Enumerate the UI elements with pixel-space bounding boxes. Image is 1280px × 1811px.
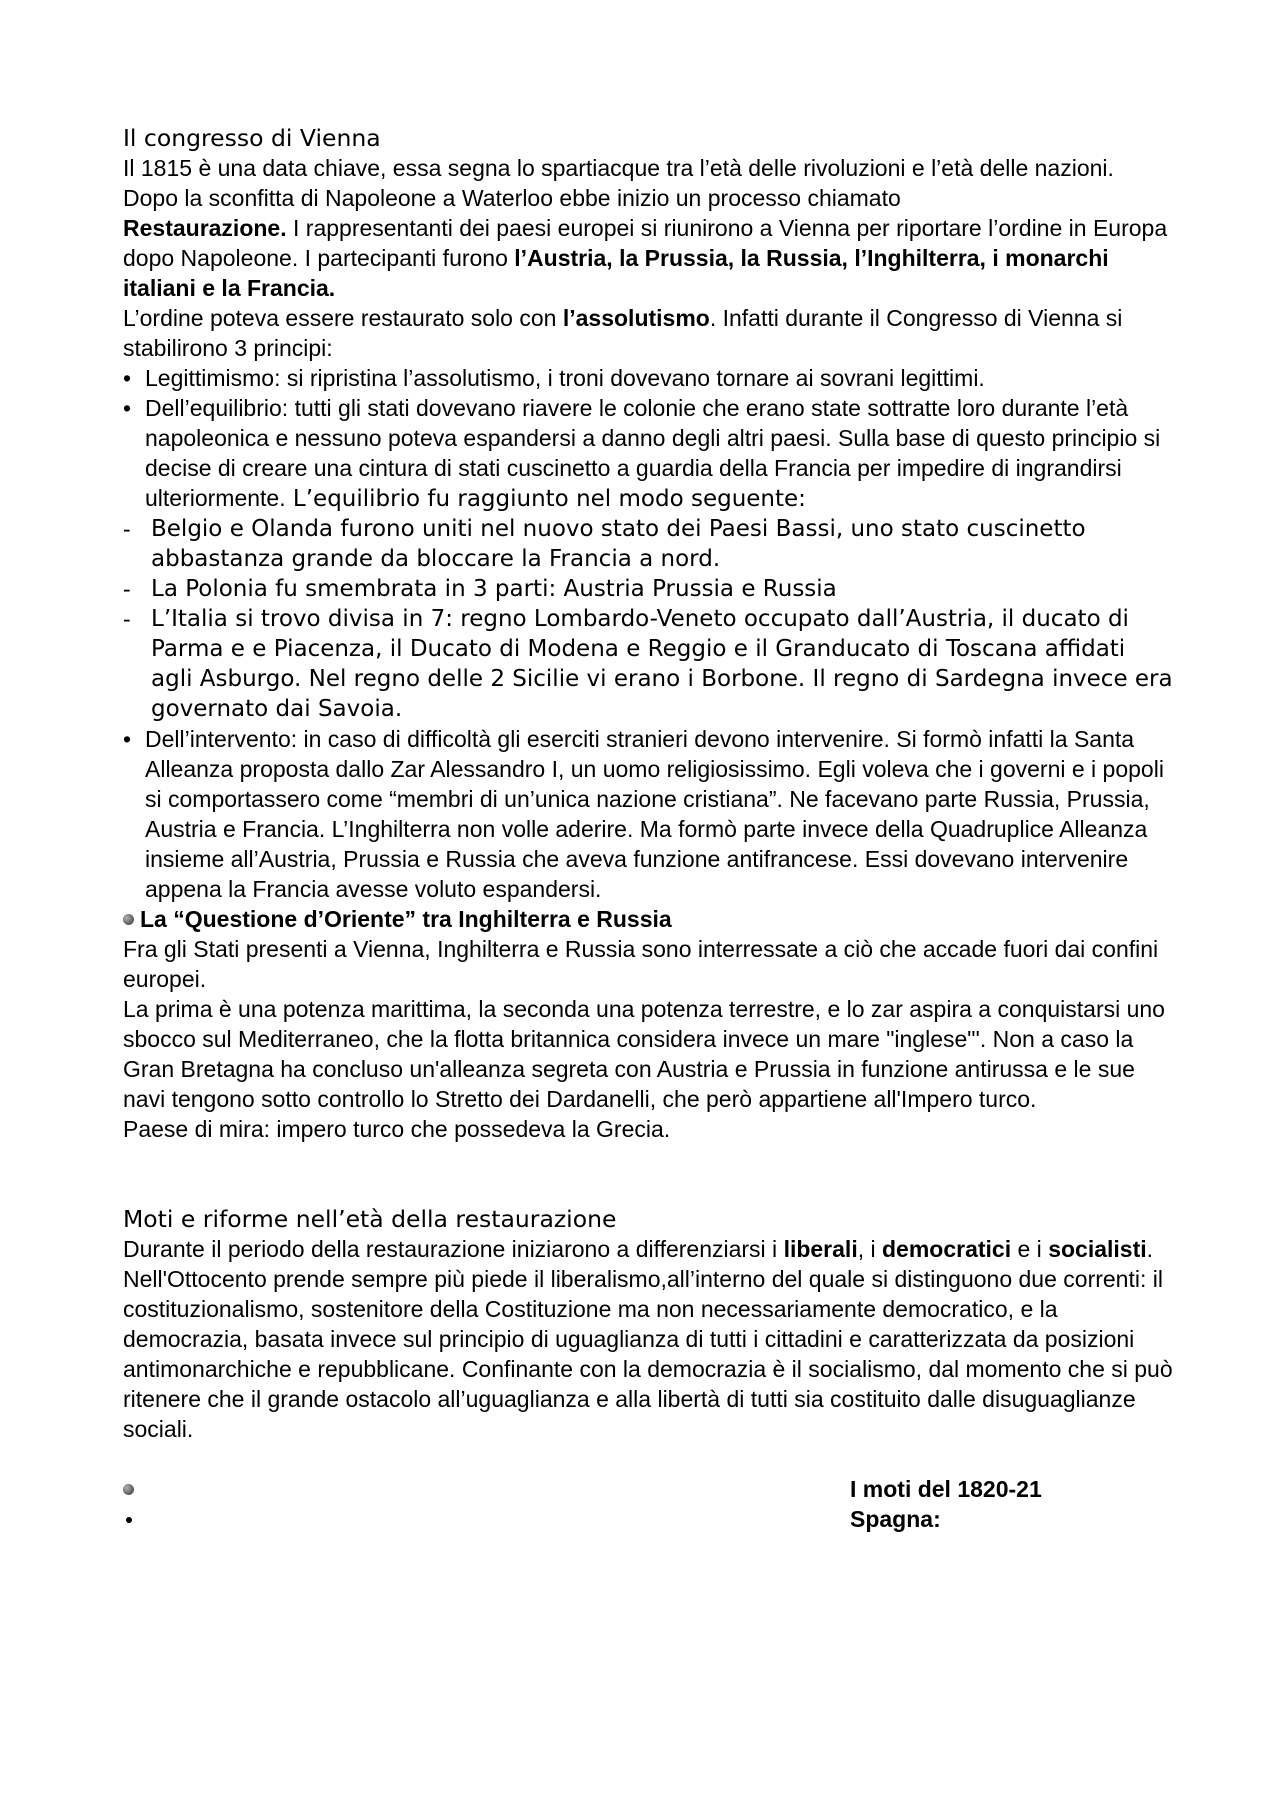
dash-icon: - xyxy=(123,516,131,542)
paragraph: Fra gli Stati presenti a Vienna, Inghilterra e Russia sono interressate a ciò che accade fuori dai confini europei. xyxy=(123,936,1159,992)
bottom-list-row xyxy=(123,1504,1173,1534)
bold-term: l’Austria, la Prussia, la Russia, l’Inghilterra, i monarchi italiani e la Francia. xyxy=(123,245,1109,301)
dash-list-item: - Belgio e Olanda furono uniti nel nuovo stato dei Paesi Bassi, uno stato cuscinetto abbastanza grande da bloccare la Francia a nord. xyxy=(123,516,1086,572)
paragraph: L’ordine poteva essere restaurato solo con l’assolutismo. Infatti durante il Congresso di Vienna si stabilirono 3 principi: xyxy=(123,305,1123,361)
paragraph: La prima è una potenza marittima, la seconda una potenza terrestre, e lo zar aspira a conquistarsi uno sbocco sul Mediterraneo, che la flotta britannica considera invece un mare "inglese"'. Non a caso la Gran Bretagna ha concluso un'alleanza segreta con Austria e Prussia in funzione antirussa e le sue navi tengono sotto controllo lo Stretto dei Dardanelli, che però appartiene all'Impero turco. xyxy=(123,996,1165,1112)
section-title-moti: Moti e riforme nell’età della restaurazione xyxy=(123,1205,617,1233)
subheading-spagna: Spagna: xyxy=(850,1506,941,1532)
list-item: • Dell’intervento: in caso di difficoltà gli eserciti stranieri devono intervenire. Si formò infatti la Santa Alleanza proposta dallo Zar Alessandro I, un uomo religiosissimo. Egli voleva che i governi e i popoli si comportassero come “membri di un’unica nazione cristiana”. Ne facevano parte Russia, Prussia, Austria e Francia. L’Inghilterra non volle aderire. Ma formò parte invece della Quadruplice Alleanza insieme all’Austria, Prussia e Russia che aveva funzione antifrancese. Essi dovevano intervenire appena la Francia avesse voluto espandersi. xyxy=(123,726,1164,902)
bullet-icon: • xyxy=(123,726,132,752)
subheading-moti-1820: I moti del 1820-21 xyxy=(850,1476,1042,1502)
section-title-questione: La “Questione d’Oriente” tra Inghilterra e Russia xyxy=(123,904,1173,934)
bullet-icon: • xyxy=(123,365,132,391)
paragraph: Paese di mira: impero turco che possedeva la Grecia. xyxy=(123,1116,671,1142)
document-page xyxy=(123,123,1173,1534)
sphere-bullet-icon xyxy=(123,914,134,925)
bold-term: Restaurazione. xyxy=(123,215,287,241)
dash-list-item: - L’Italia si trovo divisa in 7: regno Lombardo-Veneto occupato dall’Austria, il ducato di Parma e e Piacenza, il Ducato di Modena e Reggio e il Granducato di Toscana affidati agli Asburgo. Nel regno delle 2 Sicilie vi erano i Borbone. Il regno di Sardegna invece era governato dai Savoia. xyxy=(123,606,1173,722)
spacer xyxy=(123,1444,1173,1474)
spacer xyxy=(123,1144,1173,1204)
paragraph: Durante il periodo della restaurazione iniziarono a differenziarsi i liberali, i democratici e i socialisti. xyxy=(123,1236,1154,1262)
paragraph: Nell'Ottocento prende sempre più piede il liberalismo,all’interno del quale si distinguono due correnti: il costituzionalismo, sostenitore della Costituzione ma non necessariamente democratico, e la democrazia, basata invece sul principio di uguaglianza di tutti i cittadini e caratterizzata da posizioni antimonarchiche e repubblicane. Confinante con la democrazia è il socialismo, dal momento che si può ritenere che il grande ostacolo all’uguaglianza e alla libertà di tutti sia costituito dalle disuguaglianze sociali. xyxy=(123,1266,1173,1442)
paragraph: Dopo la sconfitta di Napoleone a Waterloo ebbe inizio un processo chiamato Restaurazione. I rappresentanti dei paesi europei si riunirono a Vienna per riportare l’ordine in Europa dopo Napoleone. I partecipanti furono l’Austria, la Prussia, la Russia, l’Inghilterra, i monarchi italiani e la Francia. xyxy=(123,185,1168,301)
bold-term: democratici xyxy=(882,1236,1012,1262)
bold-term: socialisti xyxy=(1048,1236,1147,1262)
bold-term: liberali xyxy=(783,1236,858,1262)
bullet-icon: • xyxy=(123,395,132,421)
dash-icon: - xyxy=(123,606,131,632)
bullet-icon xyxy=(126,1517,132,1523)
dash-list-item: - La Polonia fu smembrata in 3 parti: Austria Prussia e Russia xyxy=(123,576,837,602)
paragraph: Il 1815 è una data chiave, essa segna lo spartiacque tra l’età delle rivoluzioni e l’età delle nazioni. xyxy=(123,155,1114,181)
section-title-congresso: Il congresso di Vienna xyxy=(123,124,381,152)
bottom-list-row xyxy=(123,1474,1173,1504)
list-item: • Legittimismo: si ripristina l’assolutismo, i troni dovevano tornare ai sovrani legittimi. xyxy=(123,365,985,391)
list-item: • Dell’equilibrio: tutti gli stati dovevano riavere le colonie che erano state sottratte loro durante l’età napoleonica e nessuno poteva espandersi a danno degli altri paesi. Sulla base di questo principio si decise di creare una cintura di stati cuscinetto a guardia della Francia per impedire di ingrandirsi ulteriormente. L’equilibrio fu raggiunto nel modo seguente: xyxy=(123,395,1161,512)
dash-icon: - xyxy=(123,576,131,602)
sphere-bullet-icon xyxy=(123,1484,134,1495)
bold-term: l’assolutismo xyxy=(562,305,710,331)
